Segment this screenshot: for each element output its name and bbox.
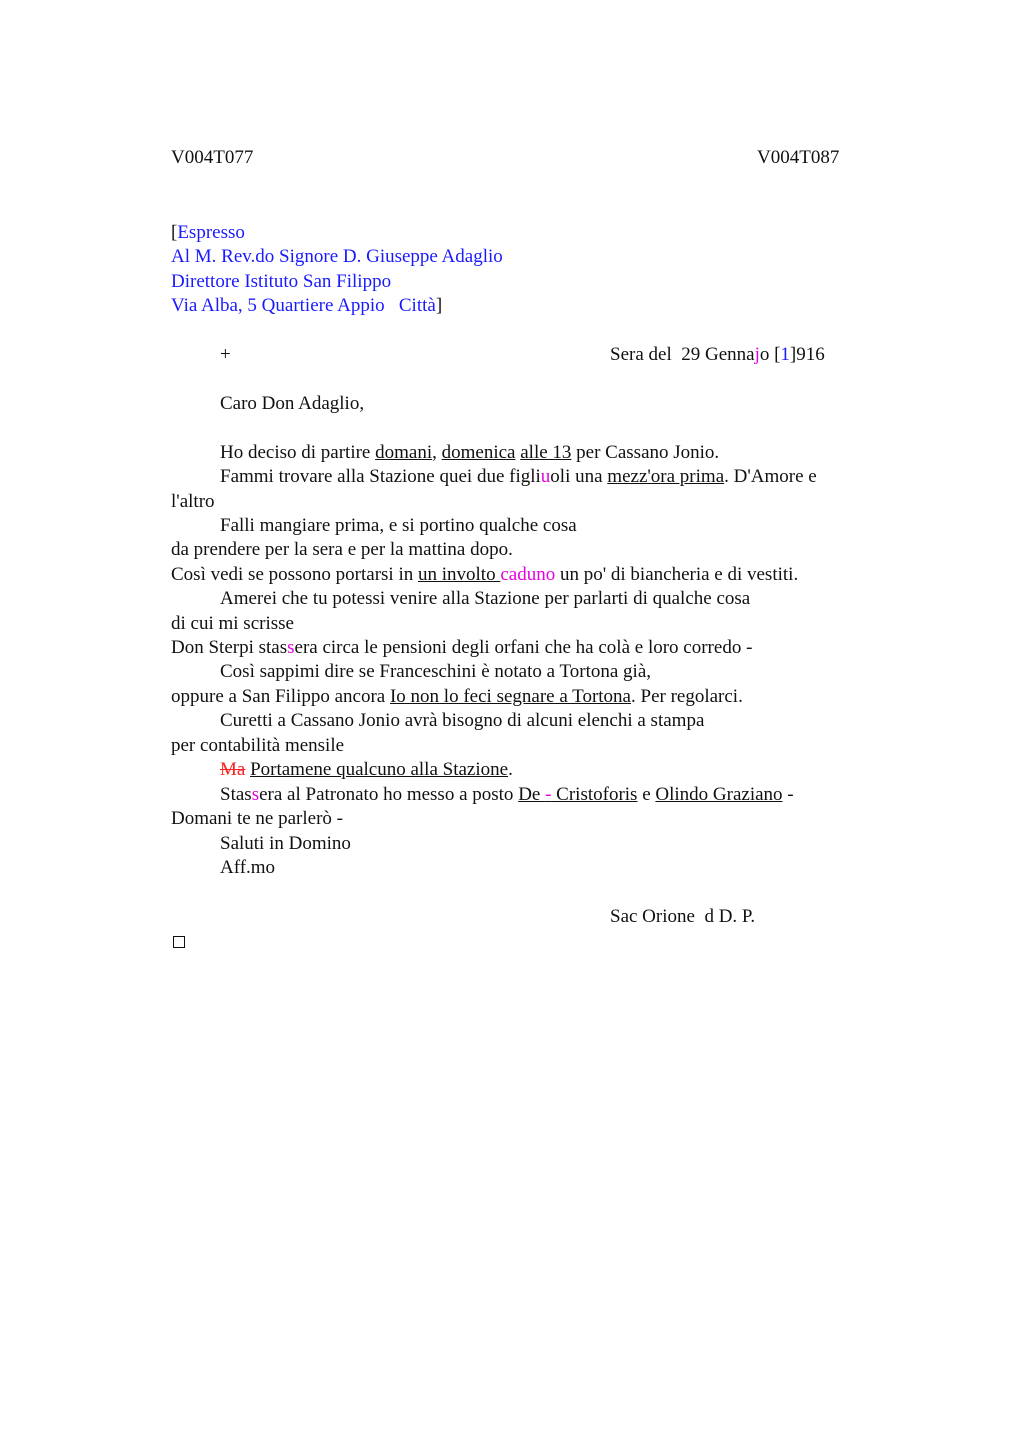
dateline-mid: o [759, 344, 775, 365]
underlined-mezzora-prima: mezz'ora prima [607, 466, 725, 487]
dateline-one: 1 [780, 344, 790, 365]
address-bracket-close: ] [435, 295, 443, 316]
body-line-3: l'altro [171, 491, 215, 512]
body-line-7: Amerei che tu potessi venire alla Stazione per parlarti di qualche cosa [220, 588, 751, 609]
body-line-17: Saluti in Domino [220, 833, 351, 854]
text: - [782, 784, 794, 805]
text: Così vedi se possono portarsi in [171, 564, 418, 585]
text: Stas [220, 784, 252, 805]
text: Cristoforis [551, 784, 638, 805]
square-box-icon [173, 932, 185, 954]
text: oli una [550, 466, 608, 487]
body-line-13: per contabilità mensile [171, 735, 345, 756]
text: per Cassano Jonio. [571, 442, 720, 463]
underlined-domani: domani [375, 442, 433, 463]
text: era circa le pensioni degli orfani che ha colà e loro corredo - [294, 637, 753, 658]
left-document-code: V004T077 [171, 147, 254, 168]
underlined-olindo-graziano: Olindo Graziano [655, 784, 783, 805]
text: . [508, 759, 513, 780]
address-street: Via Alba, 5 Quartiere Appio Città [171, 295, 436, 316]
correction-u: u [540, 466, 551, 487]
dateline [610, 343, 825, 367]
correction-dash: - [545, 784, 552, 805]
body-line-6 [171, 563, 798, 587]
address-line-2: Al M. Rev.do Signore D. Giuseppe Adaglio [171, 246, 503, 267]
body-line-4: Falli mangiare prima, e si portino qualche cosa [220, 515, 577, 536]
address-espresso: Espresso [177, 222, 245, 243]
dateline-year: 916 [796, 344, 825, 365]
underlined-un-involto: un involto [418, 564, 501, 585]
dateline-j-correction: j [754, 344, 760, 365]
body-line-16: Domani te ne parlerò - [171, 808, 343, 829]
text: Ho deciso di partire [220, 442, 376, 463]
body-line-1 [220, 441, 719, 465]
body-line-5: da prendere per la sera e per la mattina dopo. [171, 539, 513, 560]
text: Fammi trovare alla Stazione quei due figli [220, 466, 541, 487]
right-document-code: V004T087 [757, 147, 840, 168]
body-line-12: Curetti a Cassano Jonio avrà bisogno di alcuni elenchi a stampa [220, 710, 705, 731]
underlined-domenica: domenica [441, 442, 516, 463]
struck-ma: Ma [220, 759, 246, 780]
underlined-alle-13: alle 13 [520, 442, 572, 463]
cross-symbol: + [220, 344, 231, 365]
correction-s: s [251, 784, 260, 805]
salutation: Caro Don Adaglio, [220, 393, 365, 414]
body-line-14 [220, 758, 513, 782]
text: Don Sterpi stas [171, 637, 288, 658]
body-line-2 [220, 465, 817, 489]
correction-s: s [287, 637, 295, 658]
body-line-18: Aff.mo [220, 857, 276, 878]
dateline-bracket-open: [ [774, 344, 781, 365]
body-line-8: di cui mi scrisse [171, 613, 294, 634]
underlined-note: Io non lo feci segnare a Tortona [389, 686, 631, 707]
text: . Per regolarci. [631, 686, 743, 707]
body-line-10: Così sappimi dire se Franceschini è notato a Tortona già, [220, 661, 651, 682]
text: un po' di biancheria e di vestiti. [555, 564, 799, 585]
address-bracket-open: [ [171, 222, 178, 243]
dateline-prefix: Sera del 29 Genna [610, 344, 755, 365]
underlined-portamene: Portamene qualcuno alla Stazione [250, 759, 509, 780]
text: oppure a San Filippo ancora [171, 686, 390, 707]
text: . D'Amore e [724, 466, 817, 487]
address-line-3: Direttore Istituto San Filippo [171, 271, 392, 292]
end-marker-box [173, 936, 185, 948]
text: De [518, 784, 546, 805]
body-line-11 [171, 685, 743, 709]
body-line-15 [220, 783, 794, 807]
dateline-bracket-close: ] [789, 344, 797, 365]
text: , [432, 442, 442, 463]
address-line-1 [171, 221, 245, 245]
correction-caduno: caduno [500, 564, 556, 585]
address-line-4 [171, 294, 442, 318]
underlined-de-cristoforis [518, 784, 637, 805]
text: era al Patronato ho messo a posto [259, 784, 519, 805]
text: e [637, 784, 656, 805]
body-line-9 [171, 636, 752, 660]
signature: Sac Orione d D. P. [610, 906, 756, 927]
